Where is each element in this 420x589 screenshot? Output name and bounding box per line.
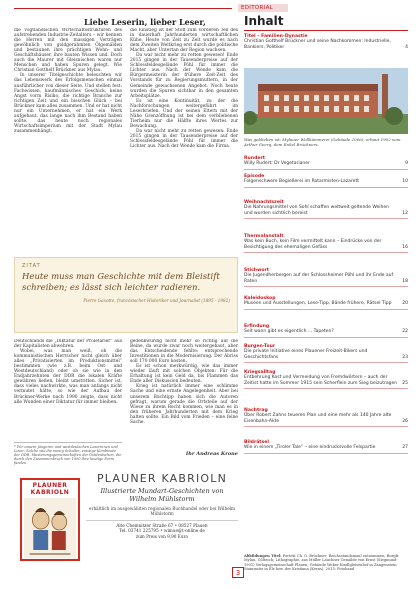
entry-divider bbox=[244, 286, 408, 287]
entry-text: Die private Initiative eines Plauener Freizeit-Bikers und Geschichtsfans 23 bbox=[244, 349, 408, 360]
entry-divider bbox=[244, 187, 408, 188]
entry-text: Willy Rudert: Dr Vegetarianer 9 bbox=[244, 161, 408, 166]
entry-text: Was kein Buch, kein Film vermittelt kann – Eindrücke von der Besichtigung des ehemaligen Gefäss 16 bbox=[244, 239, 408, 250]
book-cover-image bbox=[20, 478, 80, 561]
contents-entry[interactable] bbox=[244, 156, 408, 170]
book-cover-title: PLAUNER KABRIOLN bbox=[30, 482, 70, 496]
entry-divider bbox=[244, 218, 408, 219]
paragraph: die vogtländischen Wirtschaftsstrukturen des aufstrebenden Industrie-Zeitalters – wir kennen die Herren mit den massigen Verträgen gewöhnlich von goldgerahmten Ölgemälden und bestaunen ihre prächtigen Wohn- und Geschäftshäuser, ihre bauten Wissen und. Doch auch die Maurer mit Gleisnischen waren nur Menschen und haben Spuren gelegt. Wie Christian Gotthelf Brückner aus Mylau. bbox=[14, 28, 122, 74]
page-number: 3 bbox=[232, 567, 244, 578]
entry-page: 23 bbox=[402, 354, 408, 360]
editorial-column-3 bbox=[14, 339, 122, 440]
paragraph: Es ist schon merkwürdig, wie das immer wieder läuft mit solchen Objekten: Für die Erhaltung ist kein Geld da, bis Flammen das Ende aller Diskussion bedeuten. bbox=[130, 364, 238, 385]
paragraph: gedenkwürdig nicht mehr so richtig auf die Beine, da wurde zwar noch weitergebaut, aber das Entscheidende fehlte: entsprechende Investitionen in die Modernisierung. Der Abriss soll 170 000 Euro kosten. bbox=[130, 339, 238, 365]
contents-entry[interactable] bbox=[244, 370, 408, 389]
entry-text: Die Nahrungsmittel von Sohl schaffen weltweit geltende Weihen und wurden sichtlich bereist 12 bbox=[244, 205, 408, 216]
credits-text: Porträt Ch. G. Brückner; Reichsstandsmaul entnommen; Burgfr Mylau, Göltzsch; Lithographie, aus Müller Lauchner Gemälde von Ernst (Siegmund-1901) Verlagsgemeinschaft Plauen; Gebäude Weber Kindlgleisenhof in Zangenstein Stammsitz in Elz bzw. der Kristiana (Kerns), 2015: Fotoband bbox=[244, 554, 399, 572]
ad-price: zum Preis von 9,90 Euro bbox=[135, 534, 189, 539]
entry-section: Bildrätsel bbox=[244, 440, 269, 445]
entry-section: Stichwort bbox=[244, 268, 269, 273]
entry-text: Wie in einem „Tiroler Tale“ – eine eindrucksvolle Felspartie 27 bbox=[244, 445, 408, 450]
image-credits bbox=[244, 554, 408, 572]
cover-illustration bbox=[24, 498, 76, 558]
entry-section: Erfindung bbox=[244, 324, 270, 329]
quote-label: ZITAT bbox=[22, 263, 41, 269]
entry-page: 20 bbox=[402, 301, 408, 306]
entry-divider bbox=[244, 337, 408, 338]
entry-page: 22 bbox=[402, 329, 408, 334]
contents-entry[interactable] bbox=[244, 268, 408, 287]
entry-text: Die Jugendherbergen auf der Schlossheimer Pöhl und ihr Ende auf Raten 18 bbox=[244, 273, 408, 284]
paragraph: Wobei, was man weiß, ob die kommunistischen Herrscher nicht gleich über alles „Privatisierten im Produktionsmittel“ bestimmten (wie z.B. beim Ost- und Westdeutschland) oder ob sie wie in den Endjahrzehnten der DDR die lokalen Kräfte gewähren ließen, bleibt umstritten. Sicher ist, dass vieles nachwirkte, was man anfangs nicht vermutet hätte, so wie der Aufbau der Brückner-Werke nach 1990 zeigte, dass nicht alle Wunden einer Diktatur für immer bleiben. bbox=[14, 349, 122, 405]
contents-entry[interactable] bbox=[244, 234, 408, 253]
entry-text: Christian Gotthelf Brückner und seine Nachkommen: Industrielle, Bankiers, Politiker 4 bbox=[244, 39, 408, 50]
entry-page: 26 bbox=[402, 418, 408, 424]
entry-section: Episode bbox=[244, 174, 265, 179]
quote-source: Pierre Gaxotte, französischer Historiker und Journalist (1895 - 1982) bbox=[83, 298, 230, 303]
byline: Ihr Andreas Krone bbox=[185, 451, 238, 457]
editorial-column-4 bbox=[130, 339, 238, 451]
entry-divider bbox=[244, 362, 408, 363]
ad-contact: Tel. 03741 225795 • wimue@t-online.de bbox=[119, 528, 205, 534]
contents-entry[interactable] bbox=[244, 440, 408, 454]
factory-photo bbox=[244, 68, 408, 134]
entry-divider bbox=[244, 426, 408, 427]
entry-text: Über Robert Zahns teueren Plan und eine mehr als 140 Jahre alte Eisenbahn-Akte 26 bbox=[244, 413, 408, 424]
contents-entry[interactable] bbox=[244, 174, 408, 188]
footnote: * Für unsere jüngeren und westdeutschen Leserinnen und Leser: Solche wie die wenig Schalter, einstige Kombinate der DDR, Musterungsgemeinschaften der Ostdeutschen, die durch den Zusammenbruch von 1990 ihre heutige Form fanden. bbox=[14, 442, 122, 465]
ad-contact-box bbox=[86, 520, 238, 542]
entry-text: Seit wann gibt es eigentlich ... Tapeten? 22 bbox=[244, 329, 408, 334]
section-tag: EDITORIAL bbox=[238, 4, 288, 12]
entry-text: Museen und Ausstellungen, Lese-Tipp, Bände frühere, Rätsel Tipp 20 bbox=[244, 301, 408, 306]
paragraph: Da war nicht mehr zu retten gewesen: Ende 2015 gingen in der Tausenderpreise auf der Schlossfeldesgelände Pöhl für immer die Lichter aus. Nach der Wende kam die Firma. bbox=[130, 128, 238, 150]
paragraph: Deutschlands die „Diktatur der Proletarier“ aus der Kapitalisten abwehren. bbox=[14, 339, 122, 350]
entry-page: 12 bbox=[402, 210, 408, 216]
contents-rule bbox=[244, 30, 408, 31]
ad-availability: erhältlich im ausgewählten regionalen Buchhandel oder bei Wilhelm Mühlstorm bbox=[88, 506, 236, 517]
book-advertisement bbox=[86, 472, 238, 542]
photo-caption: Was geblieben ist: Mylauer Wollkämmerei (Gebäude 2006), erbaut 1902 vom Arthur Georg, dem Enkel Brückners. bbox=[244, 137, 401, 147]
entry-section: Kaleidoskop bbox=[244, 296, 276, 301]
entry-section: Thermalanstalt bbox=[244, 234, 284, 239]
paragraph: Krieg ist natürlich immer eine schlimme Sache und eine ernste Angelegenheit. Aber bei unserem Buchtipp haben sich die Autoren gefragt, warum gerade die Ortsteile auf der Wiese zu ihrem Recht kommen, wie man es in den früheren Jahrhunderten mit dem Krieg halten sollte. Ein Bild vom Frieden – eine feine Sache. bbox=[130, 384, 238, 425]
entry-divider bbox=[244, 252, 408, 253]
ad-address: Alte Chemnitzer Straße 67 • 08527 Plauen bbox=[116, 522, 208, 528]
quote-box bbox=[14, 257, 238, 333]
paragraph: Da war nicht mehr zu retten gewesen! Ende 2015 gingen in der Tausenderpreise auf der Schlossfeldesgelände Pöhl für immer die Lichter aus. Nach der Wende kam die Bürgermeisterin der frühere Zeit-Zeit des Vorstands für zu Regierungsmuttern, in der Gemeinde gewachsenen Angebot. Noch heute wurden die Spuren sichtbar in den gesamten Arbeitsplätze. bbox=[130, 53, 238, 99]
quote-text: Heute muss man Geschichte mit dem Bleistift schreiben; es lässt sich leichter radieren. bbox=[22, 272, 220, 293]
contents-entry[interactable] bbox=[244, 324, 408, 338]
entry-text: Entbehrung Kost und Vermeidung von Fremdwörtern – auch der Zeitist hatte im Sommer 1915 sein Scherflein zum Sieg beizutragen 25 bbox=[244, 375, 408, 386]
contents-entry[interactable] bbox=[244, 296, 408, 310]
entry-divider bbox=[244, 169, 408, 170]
ad-title: PLAUNER KABRIOLN bbox=[96, 472, 228, 485]
entry-page: 4 bbox=[405, 44, 408, 50]
paragraph: In unserer Titelgeschichte beleuchten wir das Lebenswerk des Erfolgsmenschen einmal ausführlicher von dieser Seite. Und stellen fest: Fachwissen, kaufmännisches Geschick, keine Angst vorm Risiko, die richtige Branche zur richtigen Zeit und ein bisschen Glück – bei Brückner kam alles zusammen. Und er hat nicht nur ein Unternehmen, er hat ein Werk aufgebaut, das lange nach ihm Bestand haben sollte, das heute noch regionales Wirtschaftsimperium mit der Stadt Mylau zusammenhängt. bbox=[14, 73, 122, 134]
entry-page: 27 bbox=[402, 445, 408, 450]
credits-label: Abbildungen Titel: bbox=[244, 554, 282, 558]
top-rule bbox=[14, 8, 232, 9]
entry-page: 16 bbox=[402, 244, 408, 250]
editorial-column-2 bbox=[130, 28, 238, 256]
contents-title: Inhalt bbox=[244, 14, 284, 28]
entry-section: Nachtrag bbox=[244, 408, 268, 413]
entry-text: Folgenschwere Begießerei im Rotarmisten-Lazarett 10 bbox=[244, 179, 408, 184]
entry-section: Titel – Familien-Dynastie bbox=[244, 34, 308, 39]
editorial-column-1 bbox=[14, 28, 122, 256]
ad-subtitle: Illustrierte Mundart-Geschichten von Wilhelm Mühlstorm bbox=[100, 487, 224, 503]
entry-section: Burgen-Tour bbox=[244, 344, 276, 349]
entry-divider bbox=[244, 453, 408, 454]
entry-page: 10 bbox=[402, 179, 408, 184]
entry-divider bbox=[244, 388, 408, 389]
contents-entry[interactable] bbox=[244, 200, 408, 219]
entry-page: 25 bbox=[402, 380, 408, 386]
entry-section: Weihnachtszeit bbox=[244, 200, 284, 205]
entry-section: Kriegsalltag bbox=[244, 370, 276, 375]
contents-entry[interactable] bbox=[244, 408, 408, 427]
entry-divider bbox=[244, 309, 408, 310]
paragraph: die Einstieg ist der Stoff zum Vorderen Teil des in dauerhaft Jahrhunderten wirtschaftlichen Kühe. Heute von Zeit zu Zeit wurde es nach dem Zweiten Weltkrieg erst durch die politische Macht, aber Untertan der Region wachsen. bbox=[130, 28, 238, 54]
entry-section: Rundert bbox=[244, 156, 265, 161]
entry-page: 18 bbox=[402, 278, 408, 284]
paragraph: Es ist eine Kontinuität, zu der die Nachforschungen weitergeführt im Leserbriefen. Und der seinen Eltern mit der Nähe Grenzöffnung ist bei dem verbliebenen Tierheim nur die Hälfte ihres Wertes zur Bewachung. bbox=[130, 98, 238, 129]
entry-page: 9 bbox=[405, 161, 408, 166]
contents-entry-title[interactable] bbox=[244, 34, 408, 50]
contents-entry[interactable] bbox=[244, 344, 408, 363]
editorial-heading: Liebe Leserin, lieber Leser, bbox=[84, 17, 206, 27]
